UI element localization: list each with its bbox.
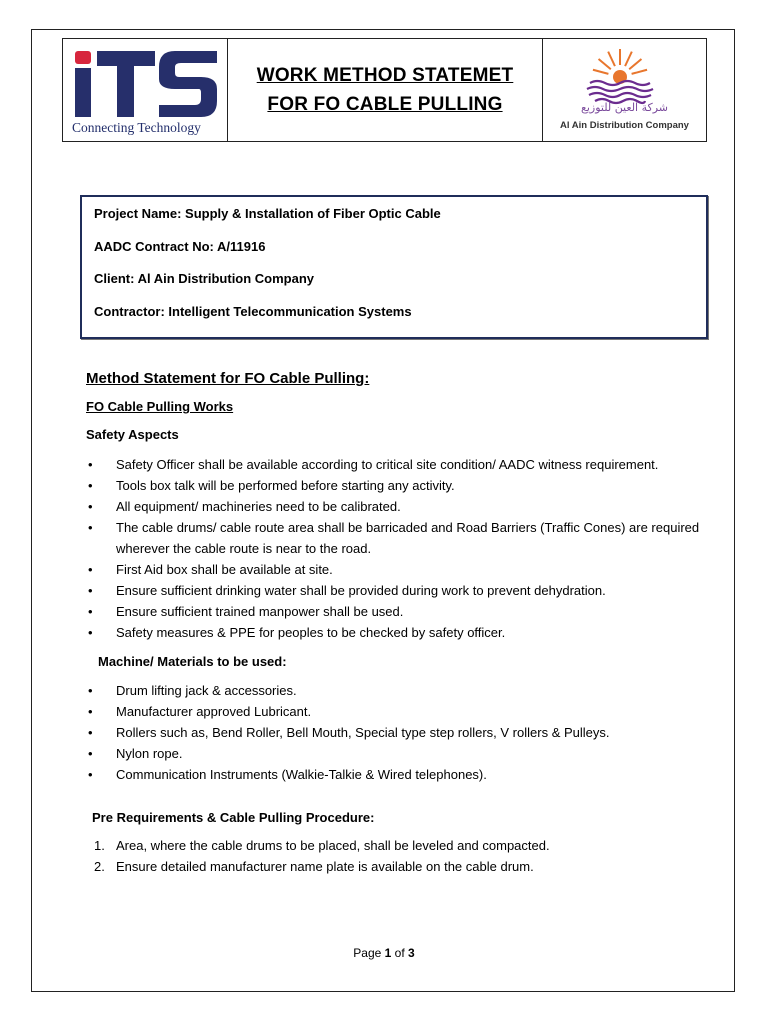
list-number: 2. [94, 859, 105, 874]
page-current: 1 [384, 946, 392, 960]
its-logo-cell [63, 39, 228, 141]
title-cell [228, 39, 543, 141]
works-heading: FO Cable Pulling Works [86, 399, 234, 414]
aadc-sun-rays [593, 49, 648, 84]
list-item [86, 475, 706, 496]
list-item [86, 496, 706, 517]
list-item [86, 856, 706, 877]
list-item-text: Area, where the cable drums to be placed, shall be leveled and compacted. [116, 838, 550, 853]
machine-list [86, 680, 706, 785]
client-name: Client: Al Ain Distribution Company [94, 271, 315, 286]
page-footer [0, 946, 768, 960]
procedure-heading: Pre Requirements & Cable Pulling Procedure: [92, 810, 375, 825]
main-heading: Method Statement for FO Cable Pulling: [86, 370, 370, 387]
document-title-line2: FOR FO CABLE PULLING [267, 94, 503, 115]
list-item [86, 454, 706, 475]
list-item-text: All equipment/ machineries need to be calibrated. [116, 499, 401, 514]
safety-heading: Safety Aspects [86, 427, 179, 442]
list-item [86, 701, 706, 722]
aadc-arabic-name: شركة العين للتوزيع [580, 101, 669, 114]
list-item-text: Safety measures & PPE for peoples to be checked by safety officer. [116, 625, 506, 640]
list-item-text: Tools box talk will be performed before starting any activity. [116, 478, 455, 493]
project-name: Project Name: Supply & Installation of Fiber Optic Cable [94, 206, 441, 221]
bullet-marker: • [88, 478, 93, 493]
its-caption: Connecting Technology [72, 120, 201, 135]
list-item [86, 559, 706, 580]
contract-number: AADC Contract No: A/11916 [94, 238, 266, 254]
procedure-list [86, 835, 706, 877]
list-item-text: Ensure sufficient trained manpower shall be used. [116, 604, 404, 619]
its-logo-t-stem [117, 51, 134, 117]
bullet-marker: • [88, 683, 93, 698]
list-item-text: Ensure detailed manufacturer name plate is available on the cable drum. [116, 859, 534, 874]
bullet-marker: • [88, 604, 93, 619]
aadc-english-name: Al Ain Distribution Company [560, 120, 689, 131]
list-item-text: The cable drums/ cable route area shall be barricaded and Road Barriers (Traffic Cones) are required wherever the cable route is near to the road. [116, 520, 700, 556]
bullet-marker: • [88, 583, 93, 598]
list-item-text: Ensure sufficient drinking water shall be provided during work to prevent dehydration. [116, 583, 606, 598]
bullet-marker: • [88, 704, 93, 719]
bullet-marker: • [88, 746, 93, 761]
project-info-box [80, 195, 708, 339]
list-item-text: Rollers such as, Bend Roller, Bell Mouth, Special type step rollers, V rollers & Pulleys. [116, 725, 610, 740]
bullet-marker: • [88, 562, 93, 577]
list-item-text: First Aid box shall be available at site. [116, 562, 333, 577]
aadc-waves [587, 81, 653, 103]
contractor-name: Contractor: Intelligent Telecommunication Systems [94, 303, 412, 319]
bullet-marker: • [88, 457, 93, 472]
its-logo-s [159, 51, 217, 117]
list-item [86, 835, 706, 856]
list-item [86, 517, 706, 559]
list-number: 1. [94, 838, 105, 853]
list-item [86, 764, 706, 785]
list-item-text: Nylon rope. [116, 746, 183, 761]
bullet-marker: • [88, 625, 93, 640]
list-item-text: Safety Officer shall be available according to critical site condition/ AADC witness requirement. [116, 457, 659, 472]
document-title-line1: WORK METHOD STATEMET [256, 65, 514, 86]
aadc-logo-cell [543, 39, 706, 141]
bullet-marker: • [88, 520, 93, 535]
bullet-marker: • [88, 767, 93, 782]
safety-list [86, 454, 706, 643]
page-of: of [394, 946, 405, 960]
list-item [86, 743, 706, 764]
bullet-marker: • [88, 499, 93, 514]
list-item [86, 601, 706, 622]
its-logo-dot [75, 51, 91, 64]
page-total: 3 [408, 946, 415, 960]
list-item [86, 722, 706, 743]
list-item [86, 580, 706, 601]
bullet-marker: • [88, 725, 93, 740]
list-item [86, 680, 706, 701]
machine-heading: Machine/ Materials to be used: [98, 654, 287, 669]
its-logo-i [75, 68, 91, 117]
list-item [86, 622, 706, 643]
list-item-text: Communication Instruments (Walkie-Talkie & Wired telephones). [116, 767, 487, 782]
page-prefix: Page [353, 946, 382, 960]
list-item-text: Drum lifting jack & accessories. [116, 683, 297, 698]
document-body [86, 370, 706, 877]
list-item-text: Manufacturer approved Lubricant. [116, 704, 312, 719]
document-header [62, 38, 707, 142]
